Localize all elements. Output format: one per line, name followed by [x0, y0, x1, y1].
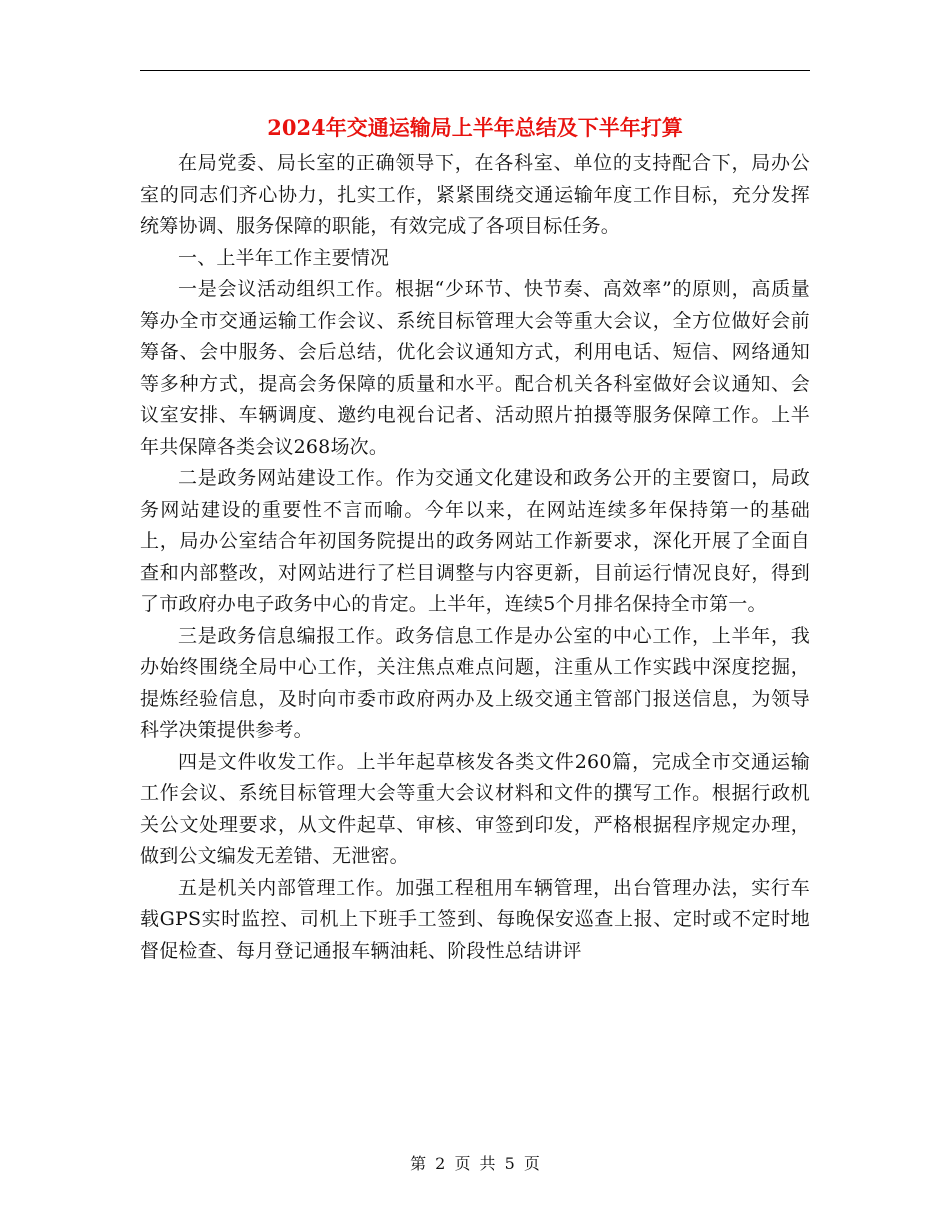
paragraph-internal-management: 五是机关内部管理工作。加强工程租用车辆管理，出台管理办法，实行车载GPS实时监控、司机上下班手工签到、每晚保安巡查上报、定时或不定时地督促检查、每月登记通报车辆油耗、阶段性总结讲评 [140, 876, 810, 962]
document-body [140, 148, 810, 967]
paragraph-meetings: 一是会议活动组织工作。根据“少环节、快节奏、高效率”的原则，高质量筹办全市交通运输工作会议、系统目标管理大会等重大会议，全方位做好会前筹备、会中服务、会后总结，优化会议通知方式，利用电话、短信、网络通知等多种方式，提高会务保障的质量和水平。配合机关各科室做好会议通知、会议室安排、车辆调度、邀约电视台记者、活动照片拍摄等服务保障工作。上半年共保障各类会议268场次。 [140, 278, 810, 458]
paragraph-website: 二是政务网站建设工作。作为交通文化建设和政务公开的主要窗口，局政务网站建设的重要性不言而喻。今年以来，在网站连续多年保持第一的基础上，局办公室结合年初国务院提出的政务网站工作新要求，深化开展了全面自查和内部整改，对网站进行了栏目调整与内容更新，目前运行情况良好，得到了市政府办电子政务中心的肯定。上半年，连续5个月排名保持全市第一。 [140, 467, 810, 615]
header-rule [140, 70, 810, 71]
paragraph-information: 三是政务信息编报工作。政务信息工作是办公室的中心工作，上半年，我办始终围绕全局中心工作，关注焦点难点问题，注重从工作实践中深度挖掘，提炼经验信息，及时向市委市政府两办及上级交通主管部门报送信息，为领导科学决策提供参考。 [140, 624, 810, 741]
section-heading-first-half: 一、上半年工作主要情况 [178, 246, 390, 269]
paragraph-documents: 四是文件收发工作。上半年起草核发各类文件260篇，完成全市交通运输工作会议、系统目标管理大会等重大会议材料和文件的撰写工作。根据行政机关公文处理要求，从文件起草、审核、审签到印发，严格根据程序规定办理，做到公文编发无差错、无泄密。 [140, 750, 810, 867]
paragraph-intro: 在局党委、局长室的正确领导下，在各科室、单位的支持配合下，局办公室的同志们齐心协力，扎实工作，紧紧围绕交通运输年度工作目标，充分发挥统筹协调、服务保障的职能，有效完成了各项目标任务。 [140, 152, 810, 237]
page-number: 第 2 页 共 5 页 [410, 1154, 540, 1173]
document-title: 2024年交通运输局上半年总结及下半年打算 [267, 115, 683, 140]
